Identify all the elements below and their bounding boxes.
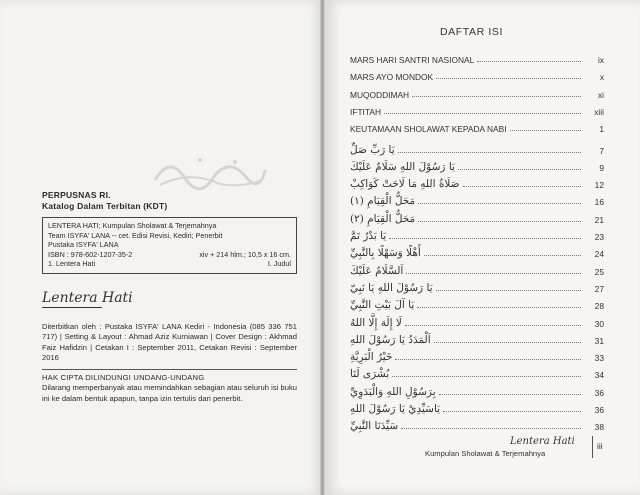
- copyright-heading: HAK CIPTA DILINDUNGI UNDANG-UNDANG: [42, 373, 205, 382]
- toc-entry: [350, 386, 604, 398]
- toc-entry: [350, 72, 604, 82]
- toc-entry-page: xi: [597, 89, 604, 100]
- toc-leader-dots: [384, 113, 581, 114]
- kdt-row-subject: [48, 259, 291, 269]
- calligraphy-watermark: [150, 150, 270, 190]
- toc-leader-dots: [389, 238, 581, 239]
- toc-leader-dots: [436, 290, 581, 291]
- toc-entry: [350, 230, 604, 242]
- kdt-box: [42, 217, 297, 274]
- toc-entry: [350, 368, 604, 380]
- footer-subtitle: Kumpulan Sholawat & Terjemahnya: [425, 449, 546, 458]
- toc-leader-dots: [401, 428, 581, 429]
- toc-entry: [350, 178, 604, 190]
- toc-entry-page: 27: [594, 283, 604, 294]
- toc-entry: [350, 124, 604, 134]
- toc-entry-page: 21: [594, 214, 604, 225]
- footer-logo: Lentera Hati: [510, 436, 575, 447]
- toc-entry-page: 33: [594, 353, 604, 364]
- toc-leader-dots: [443, 411, 581, 412]
- toc-entry-title: يَا رَبِّ صَلِّ: [350, 143, 395, 156]
- toc-leader-dots: [412, 96, 581, 97]
- kdt-class: I. Judul: [267, 259, 291, 269]
- toc-entry: [350, 247, 604, 259]
- toc-entry-title: MUQODDIMAH: [350, 89, 410, 100]
- toc-entry-title: اَلسَّلَامُ عَلَيْكَ: [350, 264, 404, 277]
- toc-entry-page: 31: [594, 335, 604, 346]
- toc-entry: [350, 55, 604, 65]
- toc-entry: [350, 299, 604, 311]
- kdt-isbn: ISBN : 978-602-1207-35-2: [48, 249, 133, 259]
- toc-entry-page: 36: [594, 387, 604, 398]
- toc-entry-page: xiii: [594, 106, 604, 117]
- lentera-hati-logo: [42, 290, 133, 308]
- toc-leader-dots: [458, 169, 581, 170]
- toc-entry: [350, 403, 604, 415]
- toc-entry-page: 7: [599, 145, 604, 156]
- copyright-text: Dilarang memperbanyak atau memindahkan sebagian atau seluruh isi buku ini ke dalam bentuk apapun, tanpa izin tertulis dari penerbit.: [42, 383, 297, 403]
- page-number: iii: [597, 441, 603, 451]
- toc-entry-title: سَيِّدَنَا النَّبِيِّ: [350, 420, 399, 433]
- book-spine: [320, 0, 325, 495]
- toc-entry-page: 16: [594, 197, 604, 208]
- toc-leader-dots: [392, 376, 581, 377]
- toc-entry-title: يَاسَيِّدِيْ يَا رَسُوْلَ اللهِ: [350, 403, 441, 415]
- toc-entry-page: 28: [594, 301, 604, 312]
- toc-entry: [350, 351, 604, 363]
- copyright-notice: [42, 373, 297, 404]
- kdt-subject: 1. Lentera Hati: [48, 259, 96, 269]
- toc-entry-title: خَيْرُ الْبَرِيَّةِ: [350, 351, 393, 364]
- toc-entry-page: 30: [594, 318, 604, 329]
- toc-entry-page: x: [599, 72, 604, 83]
- footer-divider: [592, 436, 593, 458]
- toc-entry-page: 23: [594, 232, 604, 242]
- toc-entry-title: KEUTAMAAN SHOLAWAT KEPADA NABI: [350, 124, 507, 135]
- toc-entry-title: MARS HARI SANTRI NASIONAL: [350, 55, 475, 65]
- toc-leader-dots: [395, 359, 581, 360]
- toc-entry-page: 25: [594, 266, 604, 277]
- kdt-line: LENTERA HATI; Kumpulan Sholawat & Terjemahnya: [48, 221, 217, 230]
- toc-title: DAFTAR ISI: [440, 26, 503, 38]
- toc-entry-title: صَلَاةُ اللهِ مَا لَاحَتْ كَوَاكِبْ: [350, 178, 460, 191]
- logo-underline: [42, 307, 102, 308]
- toc-entry: [350, 334, 604, 346]
- publisher-info: Diterbitkan oleh : Pustaka ISYFA' LANA Kediri - Indonesia (085 336 751 717) | Setting & Layout : Ahmad Aziz Kurniawan | Cover Design : Akhmad Faiz Hafidzin | Cetakan I : September 2011, Cetakan Revisi : September 2016: [42, 322, 297, 363]
- kdt-pages: xiv + 214 hlm.; 10,5 x 16 cm.: [199, 249, 291, 259]
- kdt-heading-line2: Katalog Dalam Terbitan (KDT): [42, 201, 168, 211]
- toc-entry-title: يَا بَدْرُ تَمَّ: [350, 230, 387, 242]
- toc-entry-page: 24: [594, 249, 604, 260]
- toc-leader-dots: [424, 255, 581, 256]
- toc-entry: [350, 213, 604, 225]
- toc-leader-dots: [418, 221, 581, 222]
- kdt-row-isbn: [48, 250, 291, 260]
- toc-entry: [350, 265, 604, 277]
- logo-text: Lentera Hati: [42, 290, 133, 306]
- toc-entry-page: 12: [594, 180, 604, 191]
- toc-entry: [350, 90, 604, 100]
- toc-entry-title: MARS AYO MONDOK: [350, 72, 434, 83]
- toc-entry-page: 1: [599, 124, 604, 135]
- kdt-line: Pustaka ISYFA' LANA: [48, 240, 119, 250]
- toc-entry-title: مَحَلُّ الْقِيَامِ (١): [350, 195, 416, 208]
- toc-entry: [350, 144, 604, 156]
- toc-entry-page: 9: [599, 162, 604, 173]
- toc-leader-dots: [434, 342, 581, 343]
- toc-entry-title: اَلْمَدَدُ يَا رَسُوْلَ اللهِ: [350, 333, 431, 346]
- kdt-line: Team ISYFA' LANA -- cet. Edisi Revisi, Kediri; Penerbit: [48, 230, 223, 240]
- toc-leader-dots: [436, 78, 581, 79]
- toc-entry-title: يَا رَسُوْلَ اللهِ سَلَامٌ عَلَيْكَ: [350, 160, 455, 173]
- toc-entry: [350, 161, 604, 173]
- toc-entry-title: بُشْرَى لَنَا: [350, 368, 390, 381]
- toc-entry: [350, 317, 604, 329]
- toc-entry: [350, 195, 604, 207]
- toc-entry-title: بِرَسُوْلِ اللهِ وَالْبَدَوِيِّ: [350, 385, 436, 398]
- toc-entry-page: 38: [594, 422, 604, 433]
- toc-entry: [350, 282, 604, 294]
- divider: [42, 369, 297, 370]
- toc-entry: [350, 420, 604, 432]
- toc-leader-dots: [439, 394, 581, 395]
- toc-entry-title: أَهْلًا وَسَهْلًا بِالنَّبِيِّ: [350, 247, 421, 260]
- toc-entry-title: يَا رَسُوْلَ اللهِ يَا نَبِيّ: [350, 281, 433, 294]
- toc-leader-dots: [406, 273, 581, 274]
- toc-entry-title: لَا إِلَهَ إِلَّا اللهُ: [350, 316, 402, 329]
- toc-entry-title: يَا آلَ بَيْتِ النَّبِيِّ: [350, 299, 415, 312]
- toc-entry: [350, 107, 604, 117]
- toc-entry-page: 34: [594, 370, 604, 381]
- toc-leader-dots: [417, 307, 581, 308]
- toc-leader-dots: [418, 203, 581, 204]
- toc-entry-page: ix: [597, 55, 604, 65]
- toc-leader-dots: [510, 130, 581, 131]
- kdt-heading-line1: PERPUSNAS RI.: [42, 190, 111, 200]
- toc-entry-title: مَحَلُّ الْقِيَامِ (٢): [350, 212, 416, 225]
- toc-leader-dots: [463, 186, 581, 187]
- toc-leader-dots: [477, 61, 581, 62]
- toc-entry-title: IFTITAH: [350, 106, 382, 117]
- toc-entry-page: 36: [594, 405, 604, 415]
- toc-leader-dots: [405, 325, 581, 326]
- toc-leader-dots: [398, 152, 581, 153]
- catalog-in-publication: [42, 190, 297, 274]
